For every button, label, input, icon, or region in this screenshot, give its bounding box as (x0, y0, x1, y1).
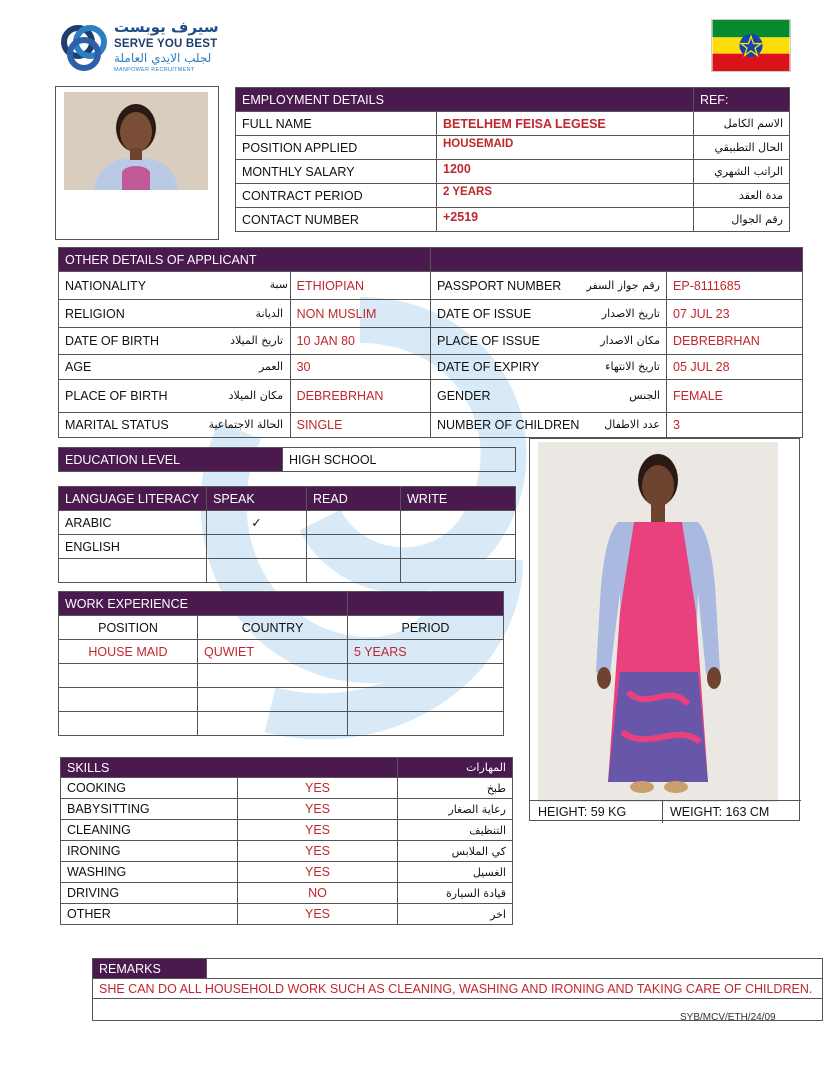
weight-text: WEIGHT: 163 CM (670, 805, 770, 819)
skill-name: BABYSITTING (61, 799, 238, 820)
skill-arabic: رعاية الصغار (398, 799, 513, 820)
language-row (59, 511, 516, 535)
ref-label: REF: (693, 88, 789, 112)
date-of-birth-value: 10 JAN 80 (290, 328, 430, 355)
nationality-label: NATIONALITY (65, 278, 147, 293)
work-period: 5 YEARS (348, 640, 504, 664)
read-header: READ (307, 487, 401, 511)
place-of-issue-label: PLACE OF ISSUE (437, 334, 540, 348)
country-header: COUNTRY (198, 616, 348, 640)
language-name: ENGLISH (59, 535, 207, 559)
monthly-salary-arabic: الراتب الشهري (693, 160, 789, 184)
gender-value: FEMALE (667, 380, 803, 413)
skill-name: OTHER (61, 904, 238, 925)
full-name-label: FULL NAME (236, 112, 437, 136)
skill-arabic: طبخ (398, 778, 513, 799)
skill-name: CLEANING (61, 820, 238, 841)
date-of-issue-value: 07 JUL 23 (667, 300, 803, 328)
reference-code: SYB/MCV/ETH/24/09 (680, 1012, 776, 1023)
remarks-text: SHE CAN DO ALL HOUSEHOLD WORK SUCH AS CLEANING, WASHING AND IRONING AND TAKING CARE OF CHILDREN. (93, 979, 823, 999)
date-of-birth-arabic: تاريخ الميلاد (230, 334, 284, 347)
skills-title: SKILLS (61, 758, 398, 778)
other-details-table (58, 247, 803, 438)
company-logo (58, 18, 258, 80)
work-row (59, 640, 504, 664)
height-text: HEIGHT: 59 KG (538, 805, 627, 819)
education-level-value: HIGH SCHOOL (283, 448, 516, 472)
skill-row (61, 904, 513, 925)
write-header: WRITE (401, 487, 516, 511)
skill-row (61, 778, 513, 799)
date-of-issue-label: DATE OF ISSUE (437, 306, 532, 321)
age-value: 30 (290, 355, 430, 380)
employment-details-table (235, 87, 790, 232)
place-of-issue-value: DEBREBRHAN (667, 328, 803, 355)
skill-name: DRIVING (61, 883, 238, 904)
work-experience-title: WORK EXPERIENCE (59, 592, 348, 616)
skill-row (61, 799, 513, 820)
place-of-issue-arabic: مكان الاصدار (600, 334, 660, 347)
work-experience-table (58, 591, 504, 736)
full-name-value: BETELHEM FEISA LEGESE (437, 112, 694, 136)
skill-arabic: كي الملابس (398, 841, 513, 862)
date-of-issue-arabic: تاريخ الاصدار (601, 306, 660, 320)
applicant-photo-full-frame (529, 438, 800, 821)
skill-row (61, 862, 513, 883)
passport-number-arabic: رقم جواز السفر (586, 278, 660, 292)
nationality-arabic: سبة (269, 278, 288, 291)
marital-status-arabic: الحالة الاجتماعية (208, 418, 284, 431)
contact-number-label: CONTACT NUMBER (236, 208, 437, 232)
logo-tagline: MANPOWER RECRUITMENT (114, 67, 195, 73)
height-weight-bar (530, 800, 801, 822)
skill-value: YES (238, 778, 398, 799)
applicant-portrait-photo (64, 92, 208, 190)
logo-arabic-tagline: لجلب الايدي العاملة (114, 51, 212, 65)
number-of-children-label: NUMBER OF CHILDREN (437, 418, 580, 432)
contract-period-arabic: مدة العقد (693, 184, 789, 208)
position-applied-arabic: الحال التطبيقي (693, 136, 789, 160)
contact-number-value: +2519 (437, 208, 694, 232)
religion-label: RELIGION (65, 306, 125, 321)
position-header: POSITION (59, 616, 198, 640)
marital-status-label: MARITAL STATUS (65, 418, 169, 432)
skill-row (61, 841, 513, 862)
religion-value: NON MUSLIM (290, 300, 430, 328)
logo-arabic-name: سيرف يوبست (114, 18, 219, 36)
gender-arabic: الجنس (629, 389, 660, 402)
skill-value: YES (238, 820, 398, 841)
date-of-expiry-arabic: تاريخ الانتهاء (605, 360, 660, 373)
language-literacy-table (58, 486, 516, 583)
skill-value: YES (238, 862, 398, 883)
applicant-full-body-photo (538, 442, 778, 802)
skill-arabic: الغسيل (398, 862, 513, 883)
work-country: QUWIET (198, 640, 348, 664)
logo-knot-icon (58, 22, 110, 74)
skill-value: NO (238, 883, 398, 904)
work-position: HOUSE MAID (59, 640, 198, 664)
contract-period-label: CONTRACT PERIOD (236, 184, 437, 208)
place-of-birth-value: DEBREBRHAN (290, 380, 430, 413)
number-of-children-arabic: عدد الاطفال (604, 418, 660, 431)
contract-period-value: 2 YEARS (437, 184, 694, 208)
skill-name: COOKING (61, 778, 238, 799)
skill-value: YES (238, 799, 398, 820)
skills-table (60, 757, 513, 925)
religion-arabic: الديانة (255, 306, 284, 320)
skill-value: YES (238, 904, 398, 925)
full-name-arabic: الاسم الكامل (693, 112, 789, 136)
age-arabic: العمر (258, 360, 284, 373)
applicant-photo-small-frame (55, 86, 219, 240)
language-name: ARABIC (59, 511, 207, 535)
passport-number-label: PASSPORT NUMBER (437, 278, 562, 293)
position-applied-value: HOUSEMAID (437, 136, 694, 160)
skill-arabic: التنظيف (398, 820, 513, 841)
skill-arabic: قيادة السيارة (398, 883, 513, 904)
marital-status-value: SINGLE (290, 413, 430, 438)
date-of-expiry-value: 05 JUL 28 (667, 355, 803, 380)
language-row (59, 559, 516, 583)
remarks-title: REMARKS (93, 959, 207, 979)
skills-title-arabic: المهارات (398, 758, 513, 778)
place-of-birth-arabic: مكان الميلاد (228, 389, 284, 402)
education-table (58, 447, 516, 472)
education-level-label: EDUCATION LEVEL (59, 448, 283, 472)
skill-row (61, 883, 513, 904)
period-header: PERIOD (348, 616, 504, 640)
contact-number-arabic: رقم الجوال (693, 208, 789, 232)
skill-name: IRONING (61, 841, 238, 862)
skill-arabic: اخر (398, 904, 513, 925)
skill-name: WASHING (61, 862, 238, 883)
place-of-birth-label: PLACE OF BIRTH (65, 389, 168, 403)
monthly-salary-value: 1200 (437, 160, 694, 184)
skill-row (61, 820, 513, 841)
other-details-title: OTHER DETAILS OF APPLICANT (59, 248, 431, 272)
ethiopia-flag-icon (711, 19, 791, 72)
age-label: AGE (65, 360, 92, 374)
position-applied-label: POSITION APPLIED (236, 136, 437, 160)
skill-value: YES (238, 841, 398, 862)
language-row (59, 535, 516, 559)
logo-english-name: SERVE YOU BEST (114, 38, 218, 50)
date-of-birth-label: DATE OF BIRTH (65, 334, 159, 348)
monthly-salary-label: MONTHLY SALARY (236, 160, 437, 184)
date-of-expiry-label: DATE OF EXPIRY (437, 360, 540, 374)
nationality-value: ETHIOPIAN (296, 278, 364, 293)
gender-label: GENDER (437, 389, 491, 403)
employment-details-title: EMPLOYMENT DETAILS (236, 88, 694, 112)
number-of-children-value: 3 (667, 413, 803, 438)
speak-check: ✓ (207, 511, 307, 535)
speak-header: SPEAK (207, 487, 307, 511)
language-literacy-header: LANGUAGE LITERACY (59, 487, 207, 511)
passport-number-value: EP-8111685 (667, 272, 803, 300)
